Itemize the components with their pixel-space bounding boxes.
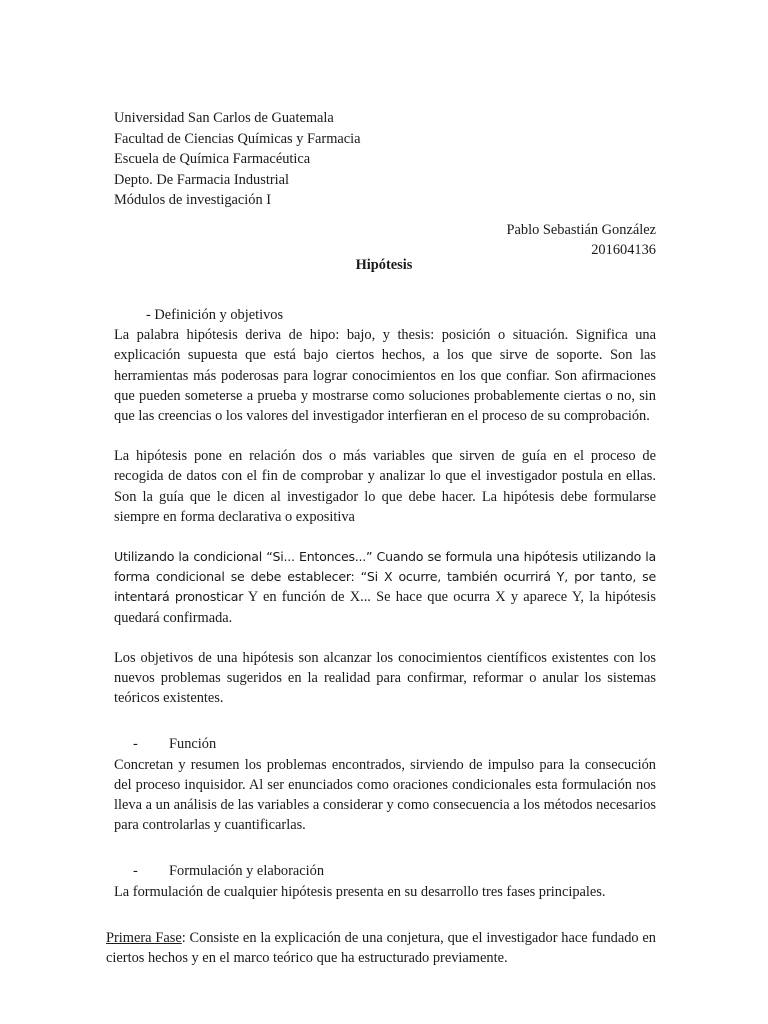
phase-block xyxy=(106,928,657,968)
section-heading-funcion xyxy=(114,734,656,754)
section-heading-definicion: - Definición y objetivos xyxy=(146,307,284,323)
paragraph-objetivos: Los objetivos de una hipótesis son alcanzar los conocimientos científicos existentes con los nuevos problemas sugeridos en la realidad para confirmar, reformar o anular los sistemas teóricos existentes. xyxy=(114,649,656,707)
paragraph-primera-fase xyxy=(106,928,656,968)
paragraph-formulacion: La formulación de cualquier hipótesis presenta en su desarrollo tres fases principales. xyxy=(114,883,606,900)
document-body xyxy=(106,305,657,968)
section-heading-label: Formulación y elaboración xyxy=(169,863,325,880)
paragraph-definicion: La palabra hipótesis deriva de hipo: bajo, y thesis: posición o situación. Significa una explicación supuesta que está bajo ciertos hechos, a los que sirve de soporte. Son las herramientas más poderosas para lograr conocimientos en los que confiar. Son afirmaciones que pueden someterse a prueba y mostrarse como soluciones probablemente ciertas o no, sin que las creencias o los valores del investigador interfieran en el proceso de su comprobación. xyxy=(114,327,656,425)
document-title: Hipótesis xyxy=(355,257,413,273)
section-heading-formulacion xyxy=(114,861,656,881)
author-block xyxy=(507,220,656,260)
header-faculty: Facultad de Ciencias Químicas y Farmacia xyxy=(114,130,361,147)
section-heading-label: Función xyxy=(169,736,217,753)
author-name: Pablo Sebastián González xyxy=(506,222,656,238)
paragraph-condicional-sans: Utilizando la condicional “Si... Entonces...” Cuando se formula una hipótesis utilizando la forma condicional se debe establecer: “Si X ocurre, también ocurrirá Y, por tanto, se intentará pronosticar xyxy=(114,549,656,605)
paragraph-condicional xyxy=(114,547,656,628)
header-department: Depto. De Farmacia Industrial xyxy=(114,171,290,188)
header-school: Escuela de Química Farmacéutica xyxy=(114,151,311,168)
primera-fase-text: : Consiste en la explicación de una conjetura, que el investigador hace fundado en ciertos hechos y en el marco teórico que ha estructurado previamente. xyxy=(106,929,657,967)
header-module: Módulos de investigación I xyxy=(114,192,272,209)
institution-header xyxy=(114,108,361,211)
paragraph-condicional-serif: Y en función de X... Se hace que ocurra X y aparece Y, la hipótesis quedará confirmada. xyxy=(114,589,656,626)
section-dash: - xyxy=(133,863,138,880)
paragraph-funcion: Concretan y resumen los problemas encontrados, sirviendo de impulso para la consecución del proceso inquisidor. Al ser enunciados como oraciones condicionales esta formulación nos lleva a un análisis de las variables a considerar y como consecuencia a los métodos necesarios para controlarlas y cuantificarlas. xyxy=(114,756,656,834)
author-id: 201604136 xyxy=(591,242,656,258)
primera-fase-label: Primera Fase xyxy=(106,929,182,946)
section-dash: - xyxy=(133,736,138,753)
header-university: Universidad San Carlos de Guatemala xyxy=(114,110,334,126)
paragraph-variables: La hipótesis pone en relación dos o más variables que sirven de guía en el proceso de recogida de datos con el fin de comprobar y analizar lo que el investigador postula en ellas. Son la guía que le dicen al investigador lo que debe hacer. La hipótesis debe formularse siempre en forma declarativa o expositiva xyxy=(114,448,656,525)
